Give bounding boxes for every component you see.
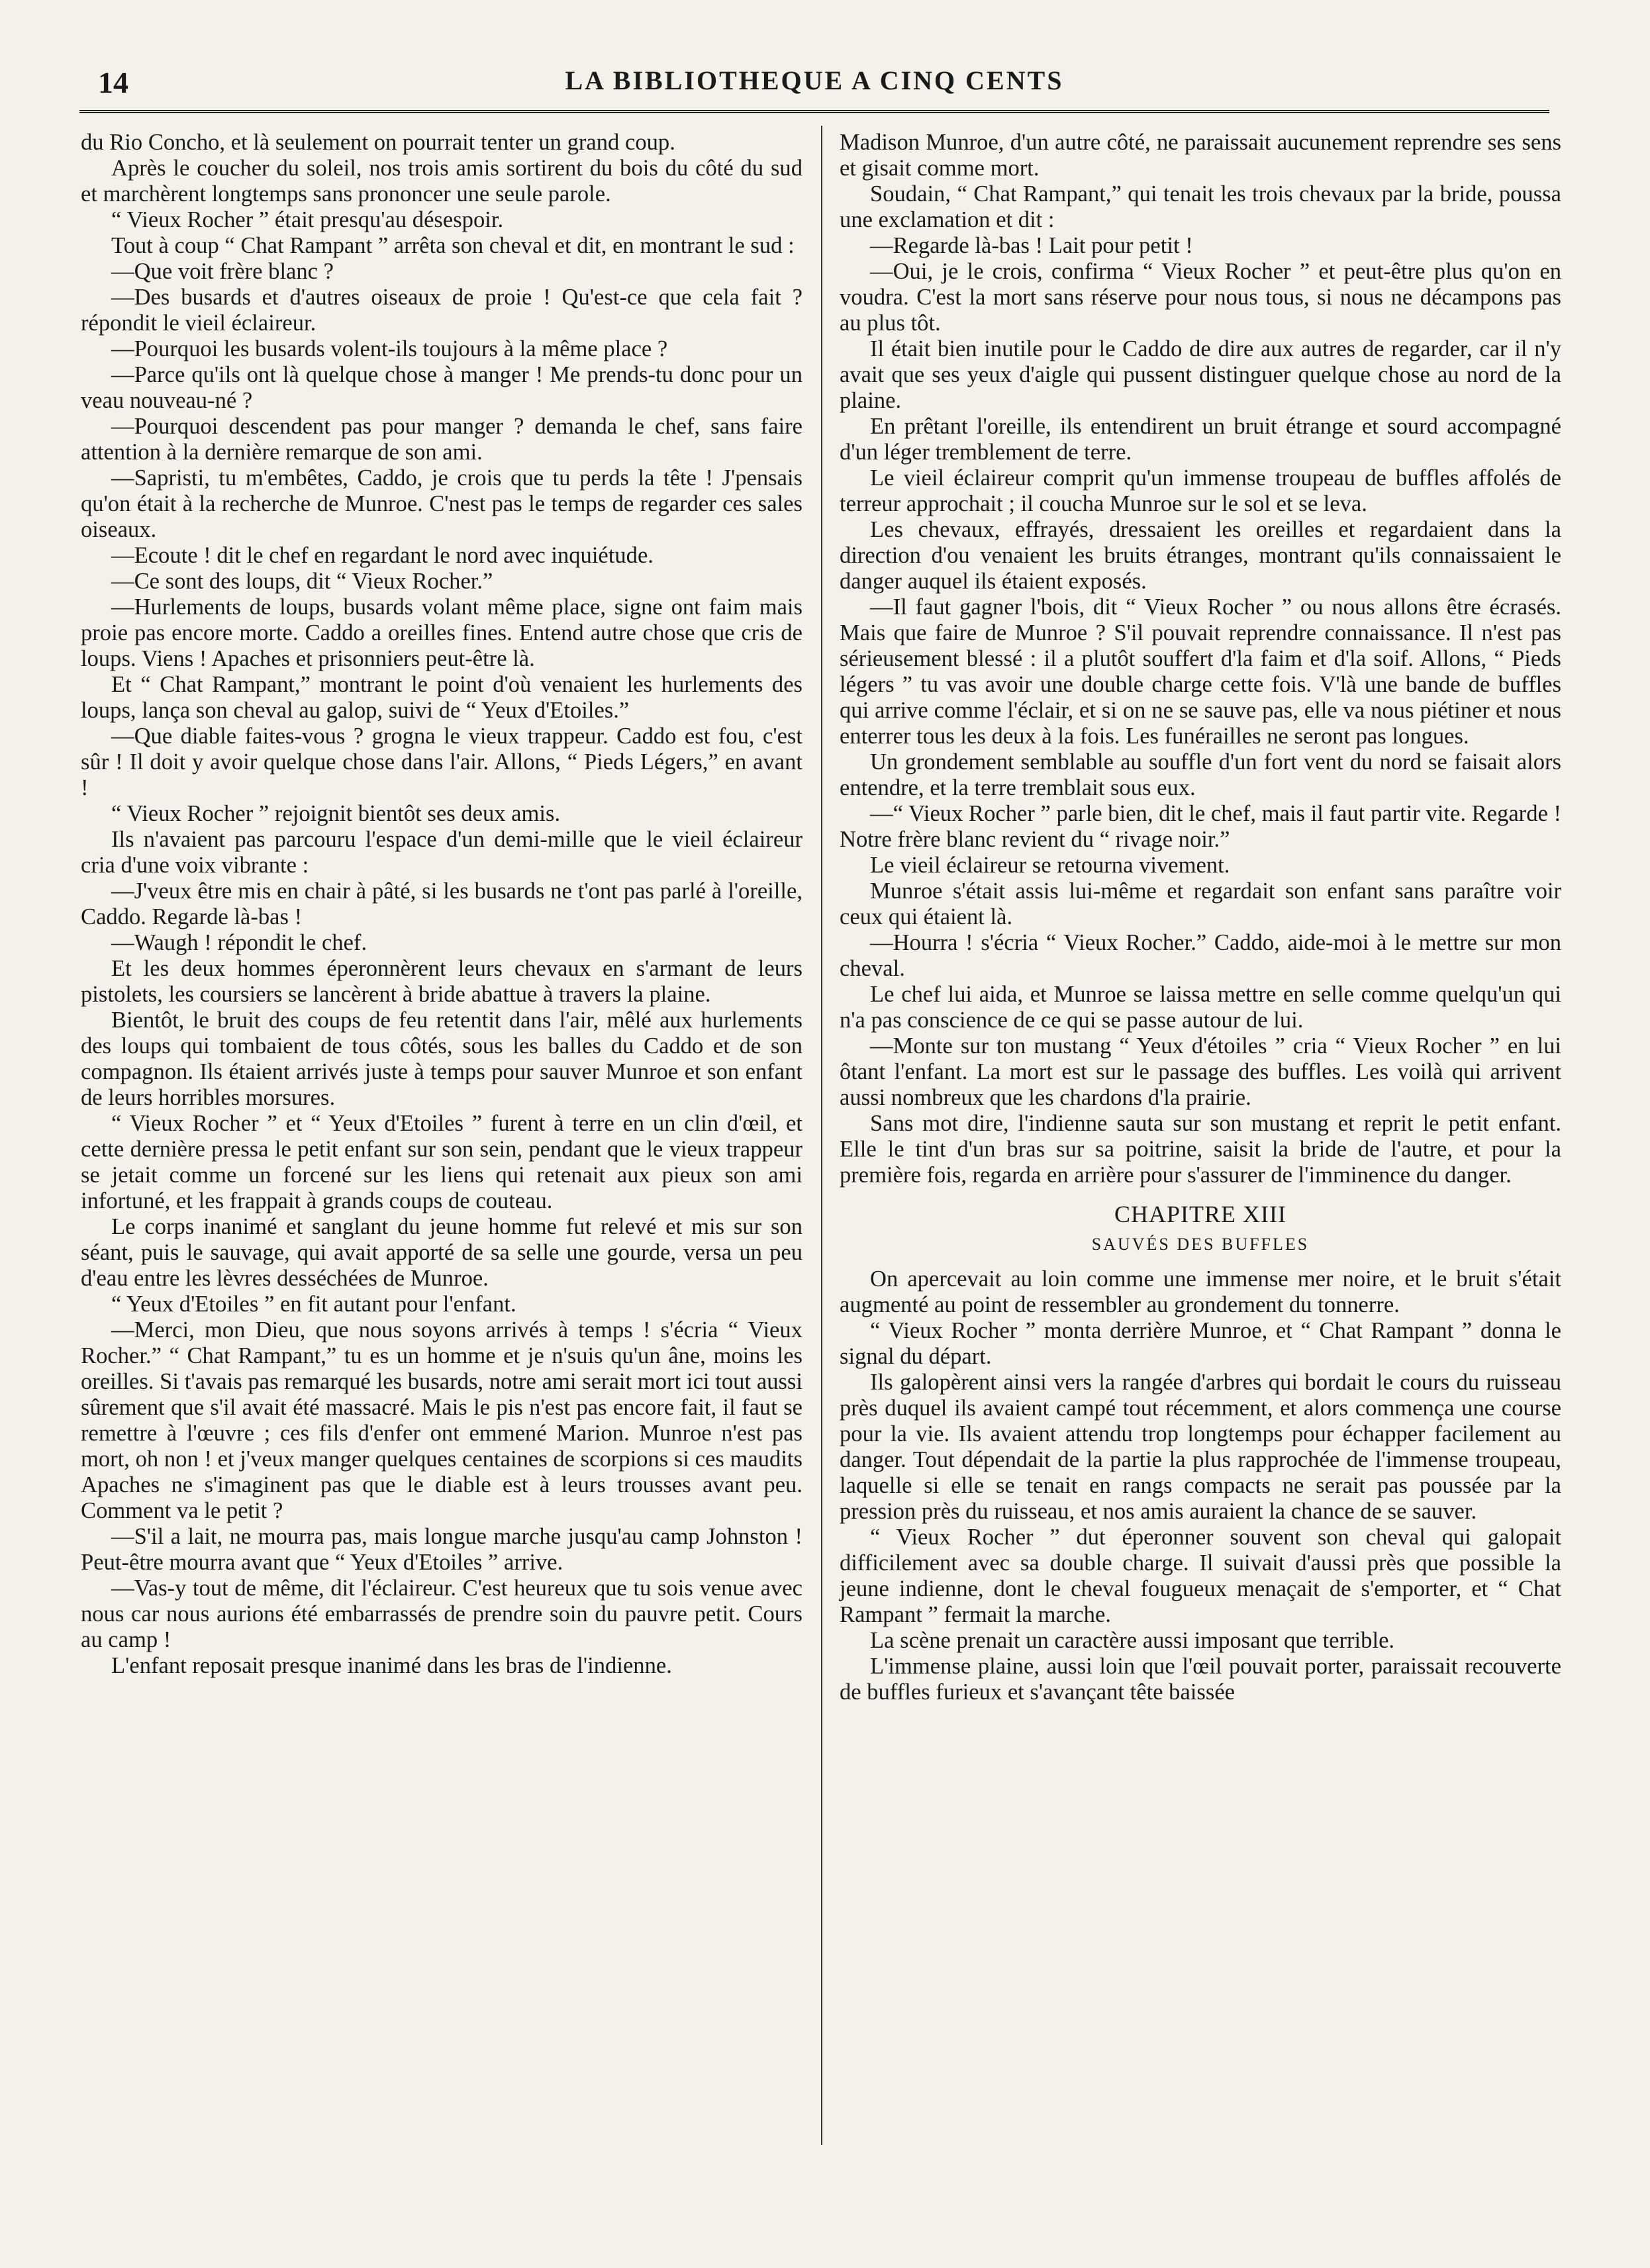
paragraph: —Vas-y tout de même, dit l'éclaireur. C'est heureux que tu sois venue avec nous car nous aurions été embarrassés de prendre soin du pauvre petit. Cours au camp ! — [81, 1576, 802, 1652]
paragraph: En prêtant l'oreille, ils entendirent un bruit étrange et sourd accompagné d'un léger tremblement de terre. — [840, 414, 1561, 465]
paragraph: —Merci, mon Dieu, que nous soyons arrivés à temps ! s'écria “ Vieux Rocher.” “ Chat Rampant,” tu es un homme et je n'suis qu'un âne, moins les oreilles. Si t'avais pas remarqué les busards, notre ami serait mort ici tout aussi sûrement que s'il avait été massacré. Mais le pis n'est pas encore fait, il faut se remettre à l'œuvre ; ces fils d'enfer ont emmené Marion. Munroe n'est pas mort, oh non ! et j'veux manger quelques centaines de scorpions si ces maudits Apaches ne s'imaginent pas que le diable est à leurs trousses avant peu. Comment va le petit ? — [81, 1317, 802, 1523]
paragraph: Bientôt, le bruit des coups de feu retentit dans l'air, mêlé aux hurlements des loups qui tombaient de tous côtés, sous les balles du Caddo et de son compagnon. Ils étaient arrivés juste à temps pour sauver Munroe et son enfant de leurs horribles morsures. — [81, 1008, 802, 1110]
paragraph: du Rio Concho, et là seulement on pourrait tenter un grand coup. — [81, 130, 675, 155]
paragraph: —Que voit frère blanc ? — [111, 259, 334, 284]
paragraph: Madison Munroe, d'un autre côté, ne paraissait aucunement reprendre ses sens et gisait comme mort. — [840, 130, 1561, 181]
chapter-subtitle: SAUVÉS DES BUFFLES — [1091, 1235, 1310, 1254]
paragraph: “ Vieux Rocher ” rejoignit bientôt ses deux amis. — [111, 801, 561, 826]
paragraph: “ Yeux d'Etoiles ” en fit autant pour l'enfant. — [111, 1292, 516, 1317]
header-rule — [79, 110, 1549, 113]
paragraph: Ils n'avaient pas parcouru l'espace d'un demi-mille que le vieil éclaireur cria d'une voix vibrante : — [81, 827, 802, 878]
paragraph: “ Vieux Rocher ” monta derrière Munroe, et “ Chat Rampant ” donna le signal du départ. — [840, 1318, 1561, 1369]
paragraph: Il était bien inutile pour le Caddo de dire aux autres de regarder, car il n'y avait que ses yeux d'aigle qui pussent distinguer quelque chose au nord de la plaine. — [840, 336, 1561, 413]
paragraph: Le corps inanimé et sanglant du jeune homme fut relevé et mis sur son séant, puis le sauvage, qui avait apporté de sa selle une gourde, versa un peu d'eau entre les lèvres desséchées de Munroe. — [81, 1214, 802, 1291]
paragraph: Après le coucher du soleil, nos trois amis sortirent du bois du côté du sud et marchèrent longtemps sans prononcer une seule parole. — [81, 156, 802, 207]
paragraph: La scène prenait un caractère aussi imposant que terrible. — [870, 1628, 1395, 1653]
paragraph: —Oui, je le crois, confirma “ Vieux Rocher ” et peut-être plus qu'on en voudra. C'est la mort sans réserve pour nous tous, si nous ne décampons pas au plus tôt. — [840, 259, 1561, 336]
paragraph: Le vieil éclaireur comprit qu'un immense troupeau de buffles affolés de terreur approchait ; il coucha Munroe sur le sol et se leva. — [840, 465, 1561, 516]
right-column — [840, 130, 1561, 1705]
paragraph: Et les deux hommes éperonnèrent leurs chevaux en s'armant de leurs pistolets, les coursiers se lancèrent à bride abattue à travers la plaine. — [81, 956, 802, 1007]
paragraph: L'immense plaine, aussi loin que l'œil pouvait porter, paraissait recouverte de buffles furieux et s'avançant tête baissée — [840, 1654, 1561, 1705]
chapter-title: CHAPITRE XIII — [1114, 1201, 1286, 1227]
paragraph: —Il faut gagner l'bois, dit “ Vieux Rocher ” ou nous allons être écrasés. Mais que faire de Munroe ? S'il pouvait reprendre connaissance. Il n'est pas sérieusement blessé : il a plutôt souffert d'la faim et d'la soif. Allons, “ Pieds légers ” tu vas avoir une double charge cette fois. V'là une bande de buffles qui arrive comme l'éclair, et si on ne se sauve pas, elle va nous piétiner et nous enterrer tous les deux à la fois. Les funérailles ne seront pas longues. — [840, 594, 1561, 749]
paragraph: —Hurlements de loups, busards volant même place, signe ont faim mais proie pas encore morte. Caddo a oreilles fines. Entend autre chose que cris de loups. Viens ! Apaches et prisonniers peut-être là. — [81, 594, 802, 671]
paragraph: Et “ Chat Rampant,” montrant le point d'où venaient les hurlements des loups, lança son cheval au galop, suivi de “ Yeux d'Etoiles.” — [81, 672, 802, 723]
paragraph: —Pourquoi descendent pas pour manger ? demanda le chef, sans faire attention à la dernière remarque de son ami. — [81, 414, 802, 465]
page-number: 14 — [98, 66, 128, 99]
paragraph: —Ce sont des loups, dit “ Vieux Rocher.” — [111, 569, 493, 594]
paragraph: “ Vieux Rocher ” dut éperonner souvent son cheval qui galopait difficilement avec sa double charge. Il suivait d'aussi près que possible la jeune indienne, dont le cheval fougueux menaçait de s'emporter, et “ Chat Rampant ” fermait la marche. — [840, 1525, 1561, 1627]
paragraph: —Monte sur ton mustang “ Yeux d'étoiles ” cria “ Vieux Rocher ” en lui ôtant l'enfant. La mort est sur le passage des buffles. Les voilà qui arrivent aussi nombreux que les chardons d'la prairie. — [840, 1033, 1561, 1110]
paragraph: Les chevaux, effrayés, dressaient les oreilles et regardaient dans la direction d'ou venaient les bruits étranges, montrant qu'ils connaissaient le danger auquel ils étaient exposés. — [840, 517, 1561, 594]
paragraph: On apercevait au loin comme une immense mer noire, et le bruit s'était augmenté au point de ressembler au grondement du tonnerre. — [840, 1266, 1561, 1317]
paragraph: —Regarde là-bas ! Lait pour petit ! — [870, 233, 1193, 258]
paragraph: Soudain, “ Chat Rampant,” qui tenait les trois chevaux par la bride, poussa une exclamation et dit : — [840, 181, 1561, 232]
paragraph: Ils galopèrent ainsi vers la rangée d'arbres qui bordait le cours du ruisseau près duquel ils avaient campé tout récemment, et alors commença une course pour la vie. Ils avaient attendu trop longtemps pour échapper facilement au danger. Tout dépendait de la partie la plus rapprochée de l'immense troupeau, laquelle si elle se tenait en rangs compacts ne serait pas poussée par la pression près du ruisseau, et nos amis auraient la chance de se sauver. — [840, 1370, 1561, 1524]
paragraph: —Que diable faites-vous ? grogna le vieux trappeur. Caddo est fou, c'est sûr ! Il doit y avoir quelque chose dans l'air. Allons, “ Pieds Légers,” en avant ! — [81, 724, 802, 800]
paragraph: —Waugh ! répondit le chef. — [111, 930, 367, 955]
paragraph: “ Vieux Rocher ” était presqu'au désespoir. — [111, 207, 504, 232]
paragraph: —Parce qu'ils ont là quelque chose à manger ! Me prends-tu donc pour un veau nouveau-né ? — [81, 362, 802, 413]
paragraph: Le vieil éclaireur se retourna vivement. — [870, 853, 1230, 878]
paragraph: “ Vieux Rocher ” et “ Yeux d'Etoiles ” furent à terre en un clin d'œil, et cette dernière pressa le petit enfant sur son sein, pendant que le vieux trappeur se jetait comme un forcené sur les liens qui retenait aux pieux son ami infortuné, et les frappait à grands coups de couteau. — [81, 1111, 802, 1213]
page-header — [79, 61, 1549, 107]
paragraph: L'enfant reposait presque inanimé dans les bras de l'indienne. — [111, 1653, 672, 1678]
paragraph: —Des busards et d'autres oiseaux de proie ! Qu'est-ce que cela fait ? répondit le vieil éclaireur. — [81, 285, 802, 336]
paragraph: —Hourra ! s'écria “ Vieux Rocher.” Caddo, aide-moi à le mettre sur mon cheval. — [840, 930, 1561, 981]
paragraph: —Ecoute ! dit le chef en regardant le nord avec inquiétude. — [111, 543, 654, 568]
paragraph: Un grondement semblable au souffle d'un fort vent du nord se faisait alors entendre, et la terre tremblait sous eux. — [840, 749, 1561, 800]
paragraph: Munroe s'était assis lui-même et regardait son enfant sans paraître voir ceux qui étaient là. — [840, 878, 1561, 929]
paragraph: —Sapristi, tu m'embêtes, Caddo, je crois que tu perds la tête ! J'pensais qu'on était à la recherche de Munroe. C'nest pas le temps de regarder ces sales oiseaux. — [81, 465, 802, 542]
paragraph: —S'il a lait, ne mourra pas, mais longue marche jusqu'au camp Johnston ! Peut-être mourra avant que “ Yeux d'Etoiles ” arrive. — [81, 1524, 802, 1575]
paragraph: Tout à coup “ Chat Rampant ” arrêta son cheval et dit, en montrant le sud : — [111, 233, 795, 258]
paragraph: —Pourquoi les busards volent-ils toujours à la même place ? — [111, 336, 668, 361]
paragraph: —J'veux être mis en chair à pâté, si les busards ne t'ont pas parlé à l'oreille, Caddo. Regarde là-bas ! — [81, 878, 802, 929]
column-divider — [821, 126, 822, 2145]
paragraph: Le chef lui aida, et Munroe se laissa mettre en selle comme quelqu'un qui n'a pas conscience de ce qui se passe autour de lui. — [840, 982, 1561, 1033]
paragraph: Sans mot dire, l'indienne sauta sur son mustang et reprit le petit enfant. Elle le tint d'un bras sur sa poitrine, saisit la bride de l'autre, et pour la première fois, regarda en arrière pour s'assurer de l'imminence du danger. — [840, 1111, 1561, 1188]
left-column — [81, 130, 802, 1679]
running-title: LA BIBLIOTHEQUE A CINQ CENTS — [565, 66, 1064, 95]
paragraph: —“ Vieux Rocher ” parle bien, dit le chef, mais il faut partir vite. Regarde ! Notre frère blanc revient du “ rivage noir.” — [840, 801, 1561, 852]
